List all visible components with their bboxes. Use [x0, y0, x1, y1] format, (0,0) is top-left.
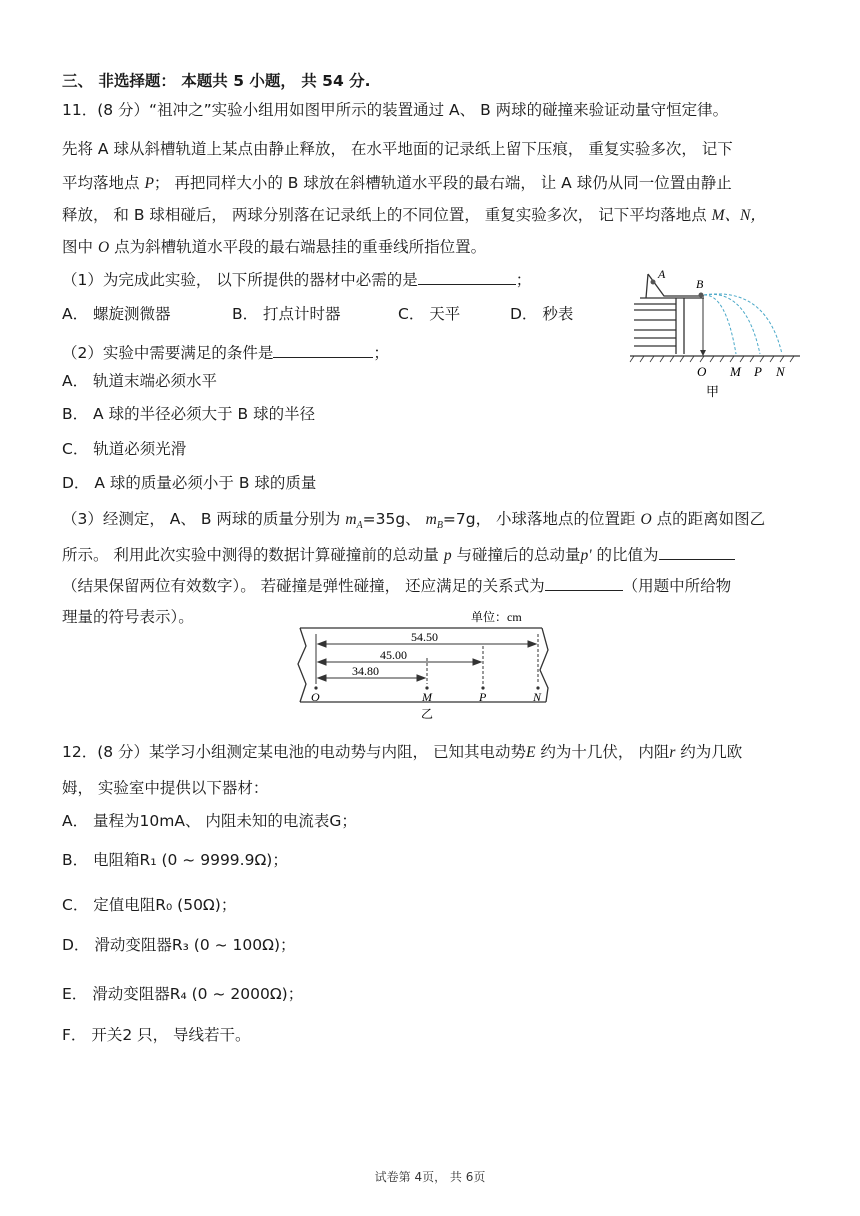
ball-b	[699, 293, 704, 298]
fig-yi-d2: 45.00	[380, 648, 407, 662]
q11-line3a: 平均落地点	[62, 174, 145, 192]
var-mn: M、N，	[711, 207, 766, 224]
q11-part3-line3	[62, 574, 731, 597]
q11-line2: 先将 A 球从斜槽轨道上某点由静止释放， 在水平地面的记录纸上留下压痕， 重复实验多次， 记下	[62, 140, 733, 158]
q12-item-c: C． 定值电阻R₀ (50Ω)；	[62, 896, 237, 914]
fig-jia-point-n: N	[776, 364, 785, 379]
var-ma: m	[345, 511, 357, 528]
part2-option-a: A． 轨道末端必须水平	[62, 372, 218, 390]
fig-yi-unit: 单位：cm	[471, 610, 522, 624]
fig-jia-caption: 甲	[706, 384, 720, 399]
fig-jia-label-b: B	[696, 277, 704, 291]
fig-yi-d3: 34.80	[352, 664, 379, 678]
part3-text-e: 的比值为	[591, 546, 659, 564]
var-o2: O	[640, 511, 652, 528]
ball-a	[651, 280, 656, 285]
fig-yi-point-o: O	[311, 690, 320, 704]
var-o: O	[97, 239, 110, 256]
section-title: 三、 非选择题： 本题共 5 小题， 共 54 分.	[62, 72, 371, 90]
q12-line2: 姆， 实验室中提供以下器材：	[62, 779, 269, 797]
q11-part3-line2	[62, 543, 735, 567]
q12-item-d: D． 滑动变阻器R₃ (0 ~ 100Ω)；	[62, 936, 296, 954]
part2-text: （2）实验中需要满足的条件是	[62, 344, 274, 362]
q12-line1	[62, 741, 742, 764]
part3-text-b: 点的距离如图乙	[651, 510, 766, 528]
part3-relation-blank[interactable]	[545, 574, 623, 591]
q12-item-a: A． 量程为10mA、 内阻未知的电流表G；	[62, 812, 357, 830]
part3-text-c: 所示。 利用此次实验中测得的数据计算碰撞前的总动量	[62, 546, 444, 564]
var-r: r	[669, 744, 676, 761]
var-mb-sub: B	[436, 520, 443, 532]
var-p-momentum: p	[443, 547, 452, 564]
part3-text-g: （用题中所给物	[622, 577, 732, 595]
part3-ratio-blank[interactable]	[659, 543, 735, 560]
fig-jia-point-o: O	[697, 364, 707, 379]
q12-text-c: 约为几欧	[675, 743, 743, 761]
part1-option-a: A． 螺旋测微器	[62, 305, 171, 323]
part2-answer-blank[interactable]	[273, 341, 373, 358]
part3-text-a: （3）经测定， A、 B 两球的质量分别为	[62, 510, 346, 528]
q11-part3-line1	[62, 508, 765, 537]
q11-line5b: 点为斜槽轨道水平段的最右端悬挂的重垂线所指位置。	[109, 238, 487, 256]
fig-yi-point-m: M	[422, 690, 432, 704]
part2-end: ；	[373, 344, 389, 362]
q12-text-b: 约为十几伏， 内阻	[535, 743, 670, 761]
q11-line5	[62, 236, 486, 259]
var-mb-val: =7g， 小球落地点的位置距	[442, 510, 641, 528]
var-mb: m	[425, 511, 437, 528]
fig-yi-d1: 54.50	[411, 630, 438, 644]
q11-part2	[62, 341, 389, 364]
part1-options	[62, 303, 573, 325]
fig-jia-point-m: M	[730, 364, 741, 379]
q11-part1	[62, 268, 531, 291]
q11-line1: 11．(8 分）“祖冲之”实验小组用如图甲所示的装置通过 A、 B 两球的碰撞来验证动量守恒定律。	[62, 101, 729, 119]
q11-line3b: ； 再把同样大小的 B 球放在斜槽轨道水平段的最右端， 让 A 球仍从同一位置由静止	[153, 174, 732, 192]
q11-part3-line4: 理量的符号表示）。	[62, 608, 194, 626]
part2-option-c: C． 轨道必须光滑	[62, 440, 187, 458]
q12-item-e: E． 滑动变阻器R₄ (0 ~ 2000Ω)；	[62, 985, 304, 1003]
q12-item-b: B． 电阻箱R₁ (0 ~ 9999.9Ω)；	[62, 851, 288, 869]
part1-answer-blank[interactable]	[418, 268, 516, 285]
figure-jia	[626, 268, 804, 408]
q12-item-f: F． 开关2 只， 导线若干。	[62, 1026, 251, 1044]
part2-option-b: B． A 球的半径必须大于 B 球的半径	[62, 405, 316, 423]
part1-option-c: C． 天平	[398, 305, 461, 323]
fig-yi-point-p: P	[479, 690, 487, 704]
var-p-prime: p'	[580, 547, 592, 564]
q11-line4	[62, 204, 766, 227]
part1-text: （1）为完成此实验， 以下所提供的器材中必需的是	[62, 271, 418, 289]
figure-yi	[296, 606, 562, 724]
part1-option-b: B． 打点计时器	[232, 305, 341, 323]
var-p: P	[144, 175, 154, 192]
part1-end: ；	[515, 271, 532, 289]
q11-line5a: 图中	[62, 238, 98, 256]
fig-yi-caption: 乙	[421, 707, 434, 721]
var-ma-val: =35g、	[362, 510, 426, 528]
part1-option-d: D． 秒表	[510, 305, 574, 323]
fig-jia-label-a: A	[658, 268, 666, 281]
q12-text-a: 12．(8 分）某学习小组测定某电池的电动势与内阻， 已知其电动势	[62, 743, 526, 761]
var-e: E	[526, 744, 536, 761]
q11-line3	[62, 172, 732, 195]
part3-text-f: （结果保留两位有效数字）。 若碰撞是弹性碰撞， 还应满足的关系式为	[62, 577, 545, 595]
fig-yi-point-n: N	[533, 690, 542, 704]
page-footer: 试卷第 4页， 共 6页	[374, 1170, 486, 1184]
var-ma-sub: A	[356, 520, 363, 532]
part3-text-d: 与碰撞后的总动量	[451, 546, 581, 564]
q11-line4a: 释放， 和 B 球相碰后， 两球分别落在记录纸上的不同位置， 重复实验多次， 记下平均落地点	[62, 206, 712, 224]
part2-option-d: D． A 球的质量必须小于 B 球的质量	[62, 474, 317, 492]
fig-jia-point-p: P	[754, 364, 762, 379]
